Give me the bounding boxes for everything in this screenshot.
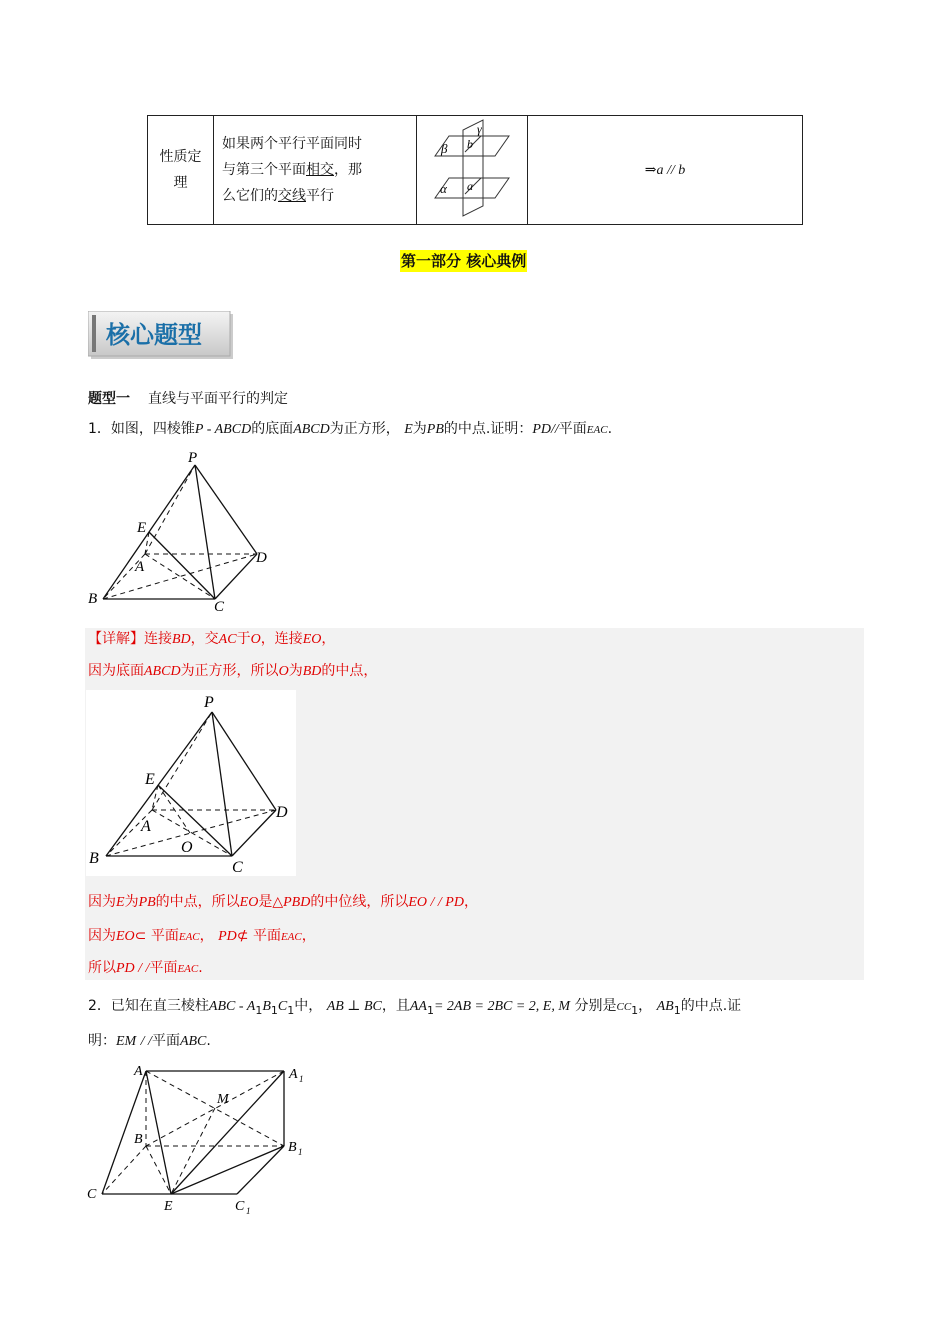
conclusion-cell — [528, 116, 803, 225]
svg-text:b: b — [467, 137, 473, 151]
svg-text:1: 1 — [246, 1206, 251, 1216]
pyramid-with-o-figure — [86, 690, 296, 876]
theorem-content-cell — [214, 116, 417, 225]
svg-text:A: A — [134, 1064, 143, 1079]
svg-text:D: D — [256, 550, 267, 566]
svg-text:E: E — [164, 1199, 173, 1214]
solution-line-4: 因为EO⊂ 平面EAC， PD⊄ 平面EAC， — [88, 928, 316, 944]
svg-text:1: 1 — [298, 1147, 303, 1157]
svg-text:D: D — [276, 804, 288, 821]
svg-text:A: A — [135, 559, 145, 575]
prism-figure — [84, 1060, 324, 1220]
question-2-line-2: 明：EM / /平面ABC. — [88, 1033, 211, 1049]
svg-text:a: a — [467, 179, 473, 193]
conclusion: ⇒a // b — [644, 162, 686, 178]
part-heading: 第一部分 核心典例 — [401, 252, 527, 270]
planes-figure-cell — [417, 116, 528, 225]
svg-text:β: β — [441, 141, 448, 156]
svg-text:核心题型: 核心题型 — [106, 320, 202, 349]
svg-text:C: C — [232, 859, 243, 876]
svg-text:A: A — [289, 1067, 298, 1082]
svg-text:A: A — [141, 818, 151, 835]
theorem-text: 如果两个平行平面同时 与第三个平面相交，那 么它们的交线平行 — [222, 136, 362, 204]
solution-line-1: 【详解】连接BD，交AC于O，连接EO， — [88, 631, 336, 647]
svg-text:B: B — [89, 850, 99, 867]
section-title: 题型一 直线与平面平行的判定 — [88, 391, 288, 407]
svg-text:α: α — [440, 181, 447, 196]
svg-text:P: P — [204, 694, 214, 711]
row-label: 性质定理 — [159, 149, 202, 191]
question-1: 1．如图，四棱锥P - ABCD的底面ABCD为正方形， E为PB的中点.证明：PD//平面EAC. — [88, 421, 613, 437]
svg-text:O: O — [181, 839, 193, 856]
parallel-planes-figure — [417, 116, 527, 220]
core-topic-badge — [88, 311, 235, 361]
property-table — [147, 115, 803, 225]
solution-line-2: 因为底面ABCD为正方形，所以O为BD的中点， — [88, 663, 378, 679]
svg-text:C: C — [87, 1187, 97, 1202]
svg-text:P: P — [188, 450, 198, 466]
svg-text:γ: γ — [477, 122, 482, 136]
svg-text:1: 1 — [299, 1074, 304, 1084]
svg-text:C: C — [235, 1199, 245, 1214]
solution-line-5: 所以PD / /平面EAC. — [88, 960, 203, 976]
question-2-line-1: 2．已知在直三棱柱ABC - $A_1B_1C_1$中， AB ⊥ BC，且$AA_1= 2AB = 2BC = 2$, E, M 分别是$CC_1$， $AB_1$的中点.证 — [88, 998, 742, 1017]
row-label-cell — [148, 116, 214, 225]
svg-text:B: B — [288, 1140, 297, 1155]
svg-text:M: M — [217, 1092, 229, 1107]
solution-line-3: 因为E为PB的中点，所以EO是△PBD的中位线，所以EO / / PD， — [88, 894, 478, 910]
svg-text:C: C — [214, 599, 225, 615]
svg-text:B: B — [88, 591, 98, 607]
svg-text:E: E — [145, 771, 155, 788]
svg-text:B: B — [134, 1132, 143, 1147]
pyramid-figure — [85, 445, 285, 615]
svg-text:E: E — [137, 520, 147, 536]
